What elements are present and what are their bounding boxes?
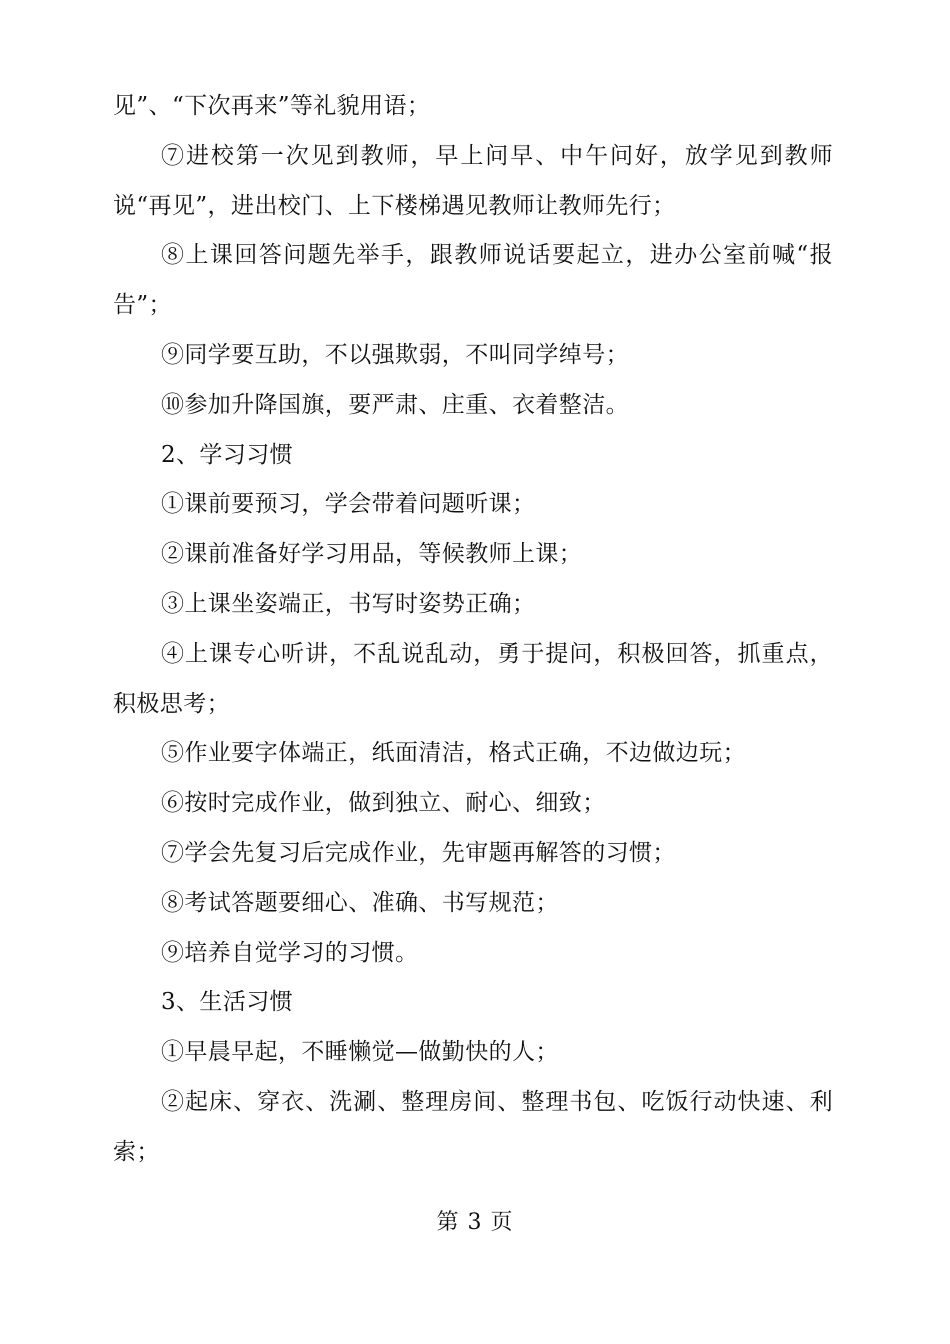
- paragraph: ④上课专心听讲，不乱说乱动，勇于提问，积极回答，抓重点，积极思考；: [113, 640, 833, 717]
- paragraph: ①课前要预习，学会带着问题听课；: [161, 491, 536, 518]
- paragraph: ①早晨早起，不睡懒觉—做勤快的人；: [161, 1039, 559, 1066]
- page-label-suffix: 页: [490, 1210, 514, 1235]
- page-footer: [0, 1208, 950, 1238]
- paragraph: ⑨同学要互助，不以强欺弱，不叫同学绰号；: [161, 341, 629, 368]
- page-label-prefix: 第: [436, 1210, 460, 1235]
- paragraph: ③上课坐姿端正，书写时姿势正确；: [161, 590, 536, 617]
- paragraph: ②课前准备好学习用品，等候教师上课；: [161, 541, 583, 568]
- paragraph: ⑤作业要字体端正，纸面清洁，格式正确，不边做边玩；: [161, 740, 746, 767]
- section-heading: 3、生活习惯: [161, 989, 294, 1016]
- paragraph: ⑧上课回答问题先举手，跟教师说话要起立，进办公室前喊“报告”；: [113, 242, 833, 319]
- paragraph: ②起床、穿衣、洗涮、整理房间、整理书包、吃饭行动快速、利索；: [113, 1088, 833, 1165]
- paragraph: ⑥按时完成作业，做到独立、耐心、细致；: [161, 790, 606, 817]
- paragraph: ⑦进校第一次见到教师，早上问早、中午问好，放学见到教师说“再见”，进出校门、上下楼梯遇见教师让教师先行；: [113, 142, 833, 219]
- paragraph: ⑩参加升降国旗，要严肃、庄重、衣着整洁。: [161, 391, 629, 418]
- paragraph: ⑨培养自觉学习的习惯。: [161, 939, 419, 966]
- page-number: 3: [467, 1210, 483, 1235]
- section-heading: 2、学习习惯: [161, 441, 294, 468]
- paragraph: 见”、“下次再来”等礼貌用语；: [113, 93, 431, 119]
- paragraph: ⑧考试答题要细心、准确、书写规范；: [161, 889, 559, 916]
- document-body: [113, 82, 833, 1178]
- paragraph: ⑦学会先复习后完成作业，先审题再解答的习惯；: [161, 839, 676, 866]
